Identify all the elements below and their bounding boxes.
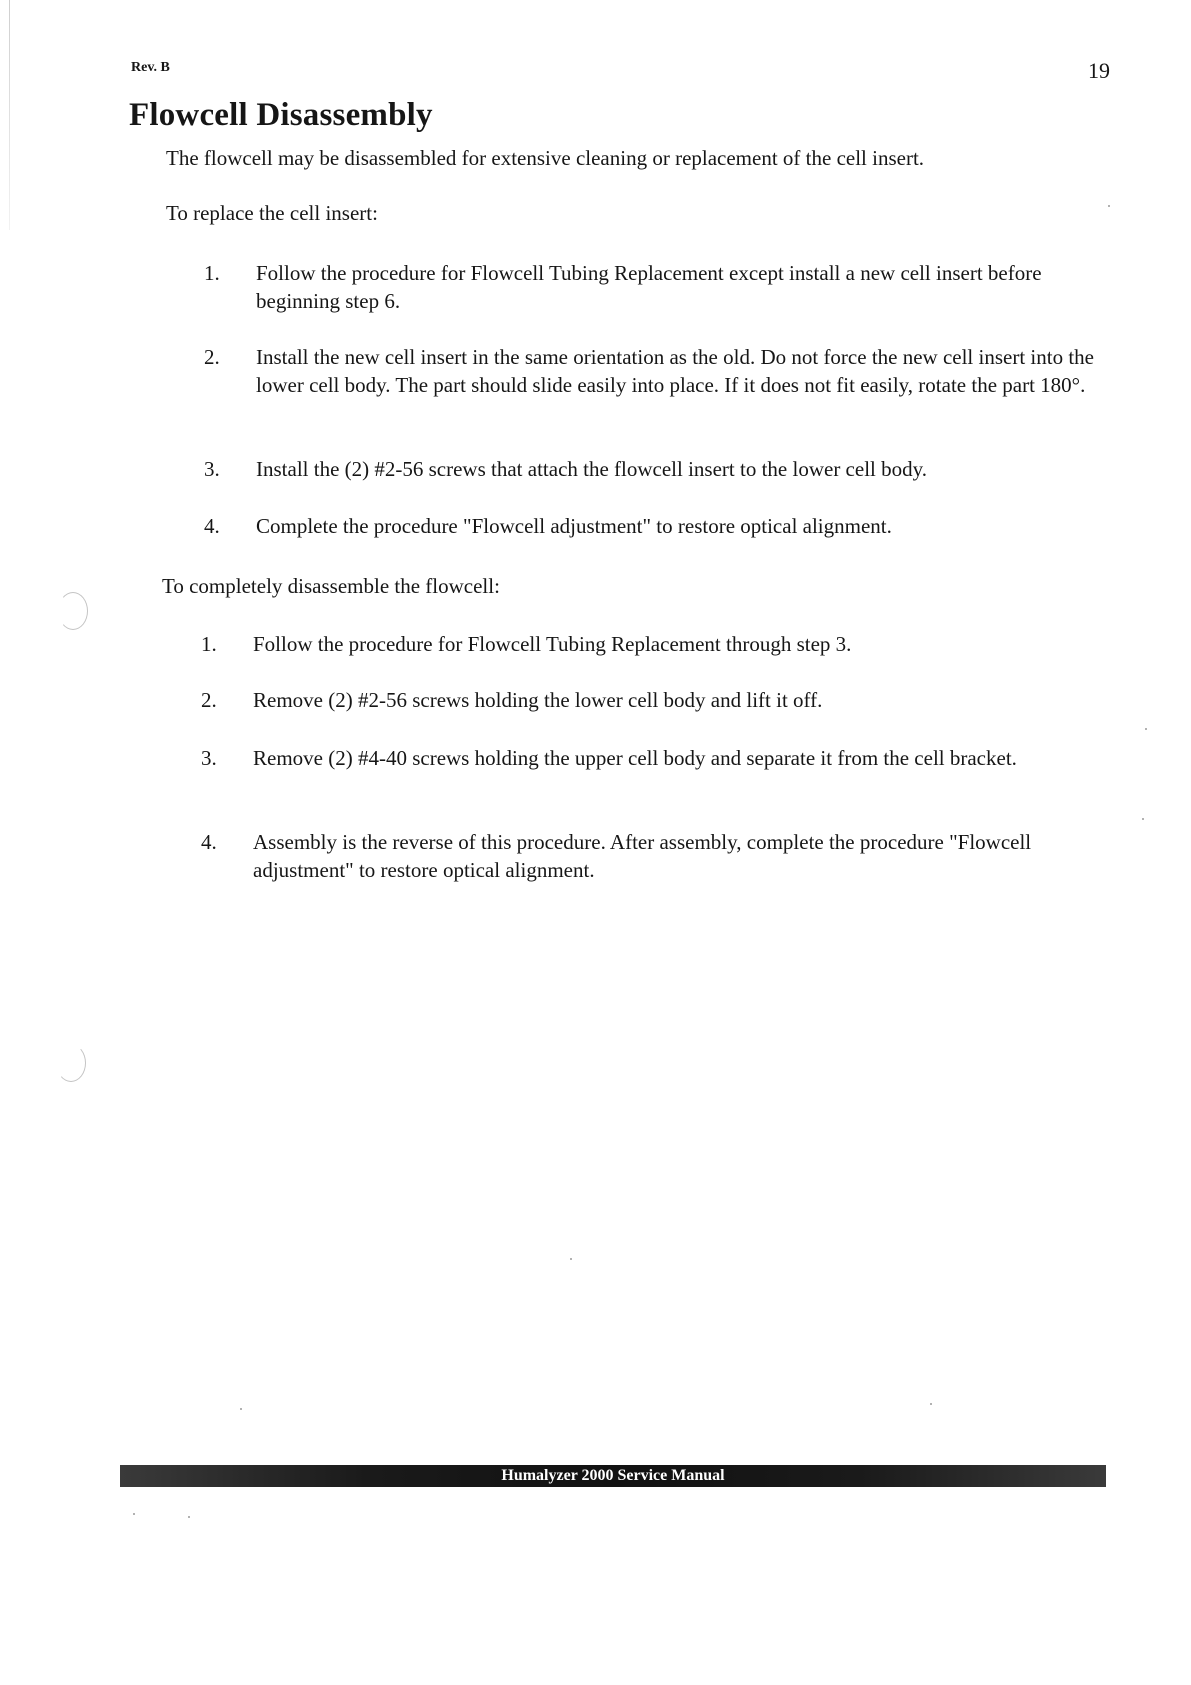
scan-speck <box>1142 818 1144 820</box>
step-text: Remove (2) #2-56 screws holding the lower cell body and lift it off. <box>253 688 823 712</box>
revision-label: Rev. B <box>131 60 170 75</box>
step-number: 4. <box>201 830 217 854</box>
step-number: 3. <box>201 746 217 770</box>
page-number: 19 <box>1088 58 1110 83</box>
scan-speck <box>930 1403 932 1405</box>
section-heading-replace-insert: To replace the cell insert: <box>166 201 378 225</box>
step-text: Install the new cell insert in the same orientation as the old. Do not force the new cell insert into the lower cell body. The part should slide easily into place. If it does not fit easily, rotate the part 180°. <box>256 345 1095 397</box>
step-number: 2. <box>204 345 220 369</box>
binder-hole-mark <box>56 1044 86 1082</box>
footer-manual-title: Humalyzer 2000 Service Manual <box>501 1467 725 1484</box>
step-text: Follow the procedure for Flowcell Tubing Replacement through step 3. <box>253 632 852 656</box>
step-number: 1. <box>201 632 217 656</box>
scan-edge <box>9 0 10 230</box>
step-number: 3. <box>204 457 220 481</box>
scan-speck <box>1145 728 1147 730</box>
step-number: 1. <box>204 261 220 285</box>
step-number: 4. <box>204 514 220 538</box>
scan-speck <box>133 1513 135 1515</box>
page-title: Flowcell Disassembly <box>129 97 433 133</box>
scan-speck <box>188 1516 190 1518</box>
step-number: 2. <box>201 688 217 712</box>
footer-bar <box>120 1465 1106 1487</box>
step-text: Install the (2) #2-56 screws that attach the flowcell insert to the lower cell body. <box>256 457 928 481</box>
scan-speck <box>240 1408 242 1410</box>
section-heading-disassemble: To completely disassemble the flowcell: <box>162 574 500 598</box>
scan-speck <box>1108 205 1110 207</box>
binder-hole-mark <box>58 592 88 630</box>
step-text: Remove (2) #4-40 screws holding the upper cell body and separate it from the cell bracket. <box>253 746 1017 770</box>
step-text: Follow the procedure for Flowcell Tubing Replacement except install a new cell insert before beginning step 6. <box>256 261 1042 313</box>
intro-paragraph: The flowcell may be disassembled for extensive cleaning or replacement of the cell insert. <box>166 146 925 170</box>
step-text: Complete the procedure "Flowcell adjustment" to restore optical alignment. <box>256 514 892 538</box>
step-text: Assembly is the reverse of this procedure. After assembly, complete the procedure "Flowcell adjustment" to restore optical alignment. <box>253 830 1032 882</box>
scan-speck <box>570 1258 572 1260</box>
